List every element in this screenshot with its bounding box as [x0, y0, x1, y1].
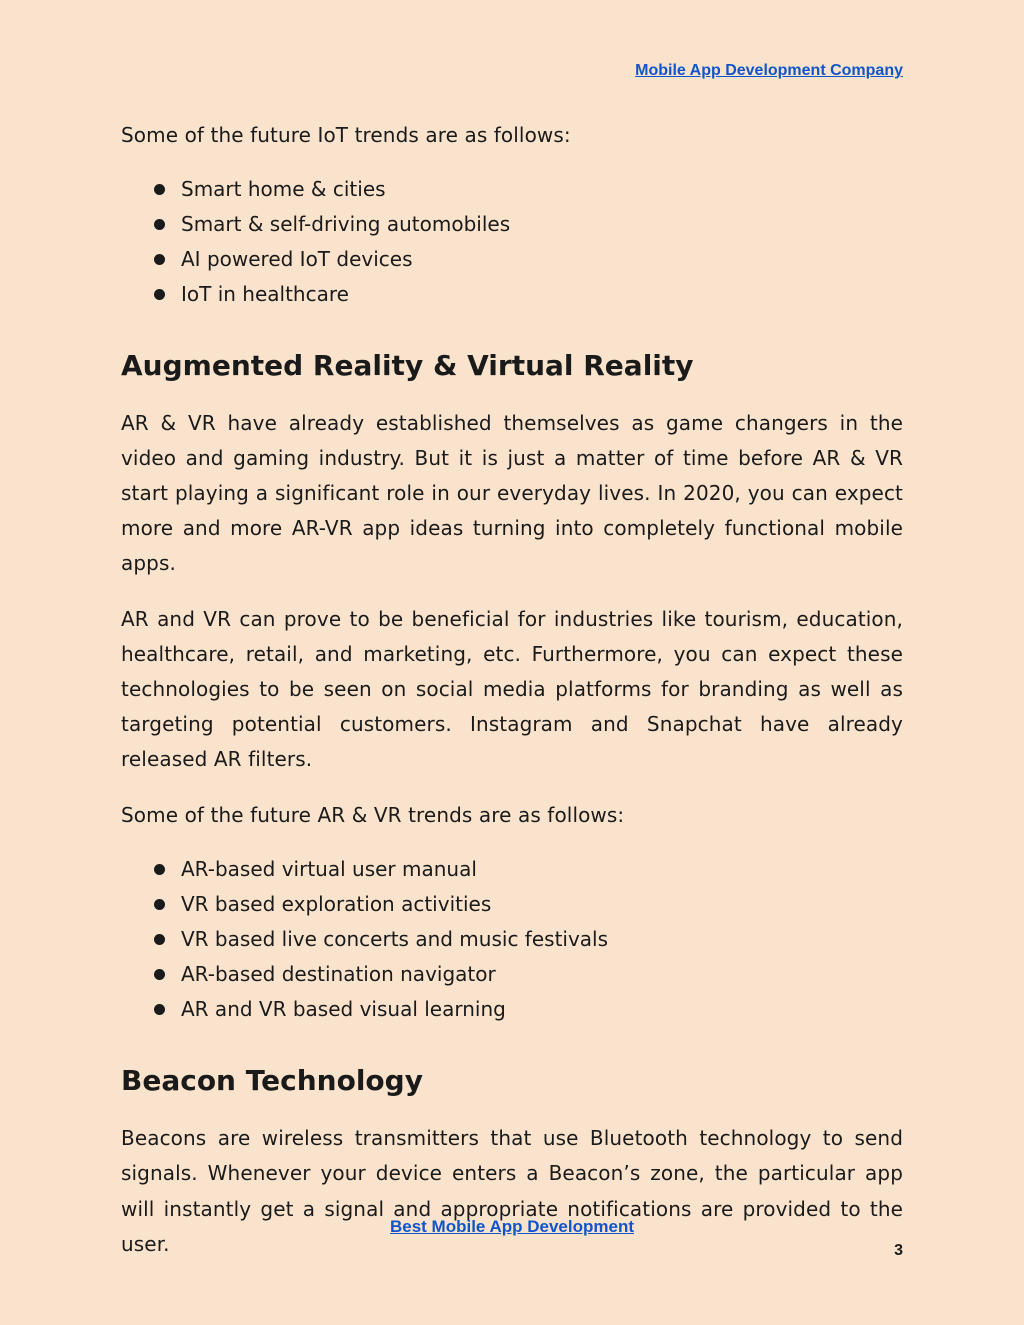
list-item-text: Smart & self-driving automobiles — [181, 212, 511, 237]
beacon-heading: Beacon Technology — [121, 1064, 423, 1098]
ar-vr-paragraph-2: AR and VR can prove to be beneficial for industries like tourism, education, healthcare, retail, and marketing, etc. Furthermore, you can expect these technologies to be seen on social media platforms for branding as well as targeting potential customers. Instagram and Snapchat have already released AR filters. — [121, 606, 903, 772]
iot-trends-intro: Some of the future IoT trends are as follows: — [121, 123, 571, 147]
list-item — [121, 922, 903, 957]
list-item-text: AI powered IoT devices — [181, 247, 413, 272]
bullet-icon — [154, 899, 165, 910]
ar-vr-heading: Augmented Reality & Virtual Reality — [121, 348, 694, 382]
list-item — [121, 887, 903, 922]
list-item — [121, 852, 903, 887]
ar-vr-trends-list — [121, 852, 903, 1027]
document-page — [121, 0, 903, 1325]
page-content — [121, 118, 903, 1262]
bullet-icon — [154, 864, 165, 875]
ar-vr-trends-intro: Some of the future AR & VR trends are as follows: — [121, 802, 625, 827]
iot-trends-list — [121, 172, 903, 312]
list-item — [121, 992, 903, 1027]
bullet-icon — [154, 969, 165, 980]
list-item-text: AR-based virtual user manual — [181, 856, 477, 881]
bullet-icon — [154, 934, 165, 945]
beacon-paragraph: Beacons are wireless transmitters that use Bluetooth technology to send signals. Whenever your device enters a Beacon’s zone, the particular app will instantly get a signal and appropriate notifications are provided to the user. — [121, 1126, 903, 1256]
list-item-text: VR based live concerts and music festivals — [181, 927, 609, 951]
list-item-text: VR based exploration activities — [181, 891, 492, 916]
bullet-icon — [154, 184, 165, 195]
list-item-text: IoT in healthcare — [181, 282, 349, 307]
list-item — [121, 242, 903, 277]
bullet-icon — [154, 1004, 165, 1015]
list-item-text: AR and VR based visual learning — [181, 997, 506, 1022]
footer-link[interactable]: Best Mobile App Development — [389, 1217, 634, 1236]
list-item — [121, 957, 903, 992]
list-item-text: Smart home & cities — [181, 177, 386, 202]
list-item — [121, 172, 903, 207]
list-item-text: AR-based destination navigator — [181, 962, 496, 987]
page-number: 3 — [894, 1242, 903, 1259]
ar-vr-paragraph-1: AR & VR have already established themselves as game changers in the video and gaming industry. But it is just a matter of time before AR & VR start playing a significant role in our everyday lives. In 2020, you can expect more and more AR-VR app ideas turning into completely functional mobile apps. — [121, 410, 903, 576]
list-item — [121, 277, 903, 312]
footer — [121, 1217, 903, 1237]
list-item — [121, 207, 903, 242]
bullet-icon — [154, 289, 165, 300]
bullet-icon — [154, 254, 165, 265]
bullet-icon — [154, 219, 165, 230]
header-link[interactable]: Mobile App Development Company — [635, 62, 903, 79]
